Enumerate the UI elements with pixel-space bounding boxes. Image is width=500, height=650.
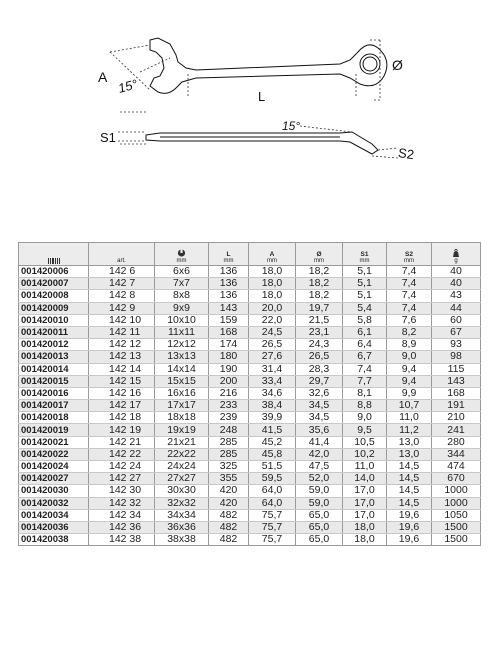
cell-art: 142 32 — [89, 497, 155, 509]
cell-weight: 241 — [432, 424, 481, 436]
cell-s1: 8,8 — [343, 400, 387, 412]
cell-code: 001420036 — [19, 521, 89, 533]
cell-a: 39,9 — [249, 412, 296, 424]
cell-length: 180 — [209, 351, 249, 363]
cell-a: 41,5 — [249, 424, 296, 436]
cell-s2: 9,4 — [387, 375, 432, 387]
cell-size: 10x10 — [155, 314, 209, 326]
cell-s2: 13,0 — [387, 436, 432, 448]
cell-diameter: 59,0 — [296, 485, 343, 497]
cell-s2: 13,0 — [387, 448, 432, 460]
cell-code: 001420010 — [19, 314, 89, 326]
table-row — [19, 509, 481, 521]
cell-a: 31,4 — [249, 363, 296, 375]
cell-s2: 8,2 — [387, 326, 432, 338]
header-size: mm — [155, 243, 209, 266]
cell-code: 001420011 — [19, 326, 89, 338]
cell-diameter: 29,7 — [296, 375, 343, 387]
cell-size: 36x36 — [155, 521, 209, 533]
cell-s2: 11,2 — [387, 424, 432, 436]
cell-code: 001420034 — [19, 509, 89, 521]
table-row — [19, 436, 481, 448]
table-row — [19, 473, 481, 485]
cell-s1: 9,0 — [343, 412, 387, 424]
table-row — [19, 497, 481, 509]
cell-code: 001420030 — [19, 485, 89, 497]
weight-icon — [453, 249, 459, 257]
cell-diameter: 32,6 — [296, 387, 343, 399]
cell-size: 19x19 — [155, 424, 209, 436]
cell-s2: 14,5 — [387, 473, 432, 485]
table-row — [19, 363, 481, 375]
cell-code: 001420021 — [19, 436, 89, 448]
header-weight: g — [432, 243, 481, 266]
cell-art: 142 19 — [89, 424, 155, 436]
cell-size: 32x32 — [155, 497, 209, 509]
cell-weight: 344 — [432, 448, 481, 460]
cell-length: 355 — [209, 473, 249, 485]
cell-art: 142 14 — [89, 363, 155, 375]
cell-length: 325 — [209, 461, 249, 473]
cell-size: 9x9 — [155, 302, 209, 314]
table-row — [19, 412, 481, 424]
cell-s1: 17,0 — [343, 485, 387, 497]
cell-length: 239 — [209, 412, 249, 424]
cell-weight: 1000 — [432, 485, 481, 497]
label-angle-side: 15° — [282, 119, 301, 133]
cell-code: 001420032 — [19, 497, 89, 509]
cell-size: 38x38 — [155, 534, 209, 546]
cell-s1: 9,5 — [343, 424, 387, 436]
cell-code: 001420009 — [19, 302, 89, 314]
cell-art: 142 12 — [89, 339, 155, 351]
barcode-icon — [48, 258, 60, 264]
cell-s1: 5,1 — [343, 290, 387, 302]
cell-s1: 17,0 — [343, 509, 387, 521]
wrench-top-view — [150, 38, 387, 93]
cell-s1: 6,7 — [343, 351, 387, 363]
cell-weight: 1500 — [432, 534, 481, 546]
cell-length: 159 — [209, 314, 249, 326]
cell-s1: 6,1 — [343, 326, 387, 338]
label-a: A — [98, 69, 108, 85]
table-row — [19, 521, 481, 533]
cell-s2: 19,6 — [387, 534, 432, 546]
cell-art: 142 16 — [89, 387, 155, 399]
cell-diameter: 23,1 — [296, 326, 343, 338]
cell-size: 18x18 — [155, 412, 209, 424]
header-art: art. — [89, 243, 155, 266]
header-code — [19, 243, 89, 266]
cell-a: 75,7 — [249, 509, 296, 521]
cell-weight: 1000 — [432, 497, 481, 509]
table-row — [19, 461, 481, 473]
cell-diameter: 21,5 — [296, 314, 343, 326]
cell-weight: 143 — [432, 375, 481, 387]
cell-a: 75,7 — [249, 534, 296, 546]
label-s1: S1 — [100, 130, 116, 145]
cell-s1: 10,5 — [343, 436, 387, 448]
cell-s1: 10,2 — [343, 448, 387, 460]
cell-size: 8x8 — [155, 290, 209, 302]
cell-a: 26,5 — [249, 339, 296, 351]
cell-code: 001420015 — [19, 375, 89, 387]
cell-weight: 168 — [432, 387, 481, 399]
label-length: L — [258, 89, 266, 104]
cell-art: 142 9 — [89, 302, 155, 314]
dimension-lines-top — [110, 40, 380, 144]
cell-s1: 17,0 — [343, 497, 387, 509]
cell-a: 59,5 — [249, 473, 296, 485]
cell-art: 142 17 — [89, 400, 155, 412]
cell-a: 22,0 — [249, 314, 296, 326]
wrench-size-icon — [177, 249, 186, 257]
cell-art: 142 11 — [89, 326, 155, 338]
cell-length: 420 — [209, 497, 249, 509]
cell-s1: 7,4 — [343, 363, 387, 375]
cell-s1: 11,0 — [343, 461, 387, 473]
table-row — [19, 326, 481, 338]
cell-code: 001420006 — [19, 266, 89, 278]
cell-weight: 40 — [432, 278, 481, 290]
cell-diameter: 28,3 — [296, 363, 343, 375]
table-row — [19, 375, 481, 387]
cell-weight: 115 — [432, 363, 481, 375]
cell-s1: 8,1 — [343, 387, 387, 399]
cell-size: 16x16 — [155, 387, 209, 399]
cell-size: 27x27 — [155, 473, 209, 485]
table-row — [19, 266, 481, 278]
cell-length: 482 — [209, 534, 249, 546]
cell-s1: 7,7 — [343, 375, 387, 387]
cell-weight: 93 — [432, 339, 481, 351]
wrench-spec-table — [18, 242, 481, 546]
cell-size: 11x11 — [155, 326, 209, 338]
cell-length: 190 — [209, 363, 249, 375]
table-row — [19, 387, 481, 399]
cell-length: 482 — [209, 521, 249, 533]
cell-art: 142 21 — [89, 436, 155, 448]
cell-diameter: 18,2 — [296, 278, 343, 290]
table-row — [19, 448, 481, 460]
cell-s1: 5,8 — [343, 314, 387, 326]
cell-a: 64,0 — [249, 485, 296, 497]
cell-diameter: 52,0 — [296, 473, 343, 485]
cell-a: 51,5 — [249, 461, 296, 473]
header-s2: S2 mm — [387, 243, 432, 266]
cell-s1: 5,4 — [343, 302, 387, 314]
cell-weight: 210 — [432, 412, 481, 424]
cell-weight: 60 — [432, 314, 481, 326]
cell-code: 001420013 — [19, 351, 89, 363]
table-row — [19, 290, 481, 302]
cell-a: 27,6 — [249, 351, 296, 363]
cell-s1: 18,0 — [343, 521, 387, 533]
cell-length: 168 — [209, 326, 249, 338]
cell-length: 285 — [209, 448, 249, 460]
cell-art: 142 15 — [89, 375, 155, 387]
cell-s2: 8,9 — [387, 339, 432, 351]
table-row — [19, 314, 481, 326]
cell-a: 18,0 — [249, 290, 296, 302]
cell-size: 13x13 — [155, 351, 209, 363]
cell-weight: 43 — [432, 290, 481, 302]
cell-size: 6x6 — [155, 266, 209, 278]
cell-a: 33,4 — [249, 375, 296, 387]
cell-diameter: 19,7 — [296, 302, 343, 314]
cell-a: 18,0 — [249, 266, 296, 278]
cell-diameter: 41,4 — [296, 436, 343, 448]
table-row — [19, 339, 481, 351]
cell-length: 248 — [209, 424, 249, 436]
header-diameter: Ø mm — [296, 243, 343, 266]
table-row — [19, 485, 481, 497]
cell-code: 001420012 — [19, 339, 89, 351]
cell-art: 142 8 — [89, 290, 155, 302]
cell-s1: 14,0 — [343, 473, 387, 485]
cell-length: 216 — [209, 387, 249, 399]
cell-s2: 7,4 — [387, 278, 432, 290]
dimension-lines-side — [118, 126, 398, 158]
cell-diameter: 65,0 — [296, 521, 343, 533]
cell-weight: 1500 — [432, 521, 481, 533]
cell-size: 24x24 — [155, 461, 209, 473]
cell-a: 75,7 — [249, 521, 296, 533]
cell-length: 136 — [209, 290, 249, 302]
cell-size: 15x15 — [155, 375, 209, 387]
cell-s2: 10,7 — [387, 400, 432, 412]
cell-art: 142 36 — [89, 521, 155, 533]
table-row — [19, 534, 481, 546]
cell-diameter: 35,6 — [296, 424, 343, 436]
cell-length: 136 — [209, 266, 249, 278]
cell-weight: 67 — [432, 326, 481, 338]
cell-length: 143 — [209, 302, 249, 314]
cell-weight: 191 — [432, 400, 481, 412]
cell-art: 142 27 — [89, 473, 155, 485]
cell-size: 14x14 — [155, 363, 209, 375]
cell-art: 142 13 — [89, 351, 155, 363]
cell-size: 30x30 — [155, 485, 209, 497]
cell-art: 142 7 — [89, 278, 155, 290]
cell-code: 001420019 — [19, 424, 89, 436]
cell-art: 142 38 — [89, 534, 155, 546]
cell-code: 001420016 — [19, 387, 89, 399]
cell-size: 12x12 — [155, 339, 209, 351]
cell-a: 38,4 — [249, 400, 296, 412]
cell-weight: 98 — [432, 351, 481, 363]
cell-art: 142 6 — [89, 266, 155, 278]
cell-art: 142 18 — [89, 412, 155, 424]
cell-s2: 7,4 — [387, 266, 432, 278]
cell-diameter: 34,5 — [296, 412, 343, 424]
header-length: L mm — [209, 243, 249, 266]
cell-code: 001420008 — [19, 290, 89, 302]
cell-s2: 19,6 — [387, 509, 432, 521]
table-row — [19, 351, 481, 363]
cell-length: 285 — [209, 436, 249, 448]
cell-art: 142 30 — [89, 485, 155, 497]
wrench-side-view — [146, 132, 378, 154]
cell-diameter: 42,0 — [296, 448, 343, 460]
cell-s1: 5,1 — [343, 278, 387, 290]
cell-code: 001420022 — [19, 448, 89, 460]
cell-weight: 40 — [432, 266, 481, 278]
cell-a: 18,0 — [249, 278, 296, 290]
cell-art: 142 22 — [89, 448, 155, 460]
cell-code: 001420017 — [19, 400, 89, 412]
cell-diameter: 34,5 — [296, 400, 343, 412]
cell-s2: 9,4 — [387, 363, 432, 375]
cell-length: 136 — [209, 278, 249, 290]
label-angle-top: 15° — [116, 76, 140, 96]
table-row — [19, 302, 481, 314]
cell-s2: 9,9 — [387, 387, 432, 399]
cell-a: 64,0 — [249, 497, 296, 509]
cell-code: 001420014 — [19, 363, 89, 375]
cell-length: 482 — [209, 509, 249, 521]
header-s1: S1 mm — [343, 243, 387, 266]
cell-size: 34x34 — [155, 509, 209, 521]
cell-length: 174 — [209, 339, 249, 351]
cell-weight: 280 — [432, 436, 481, 448]
cell-size: 21x21 — [155, 436, 209, 448]
cell-diameter: 18,2 — [296, 290, 343, 302]
cell-a: 34,6 — [249, 387, 296, 399]
cell-art: 142 10 — [89, 314, 155, 326]
table-row — [19, 424, 481, 436]
cell-code: 001420018 — [19, 412, 89, 424]
cell-s2: 19,6 — [387, 521, 432, 533]
cell-length: 233 — [209, 400, 249, 412]
cell-diameter: 26,5 — [296, 351, 343, 363]
cell-weight: 1050 — [432, 509, 481, 521]
cell-art: 142 24 — [89, 461, 155, 473]
cell-s1: 6,4 — [343, 339, 387, 351]
table-header-row — [19, 243, 481, 266]
cell-s2: 7,4 — [387, 290, 432, 302]
cell-size: 7x7 — [155, 278, 209, 290]
cell-art: 142 34 — [89, 509, 155, 521]
cell-s2: 14,5 — [387, 485, 432, 497]
header-a: A mm — [249, 243, 296, 266]
cell-length: 200 — [209, 375, 249, 387]
cell-diameter: 59,0 — [296, 497, 343, 509]
cell-weight: 670 — [432, 473, 481, 485]
cell-a: 20,0 — [249, 302, 296, 314]
cell-s2: 7,4 — [387, 302, 432, 314]
table-row — [19, 278, 481, 290]
label-diameter: Ø — [392, 57, 403, 73]
cell-s1: 5,1 — [343, 266, 387, 278]
cell-diameter: 18,2 — [296, 266, 343, 278]
cell-s2: 14,5 — [387, 461, 432, 473]
cell-weight: 474 — [432, 461, 481, 473]
table-body — [19, 266, 481, 546]
cell-diameter: 47,5 — [296, 461, 343, 473]
cell-s1: 18,0 — [343, 534, 387, 546]
cell-s2: 7,6 — [387, 314, 432, 326]
cell-diameter: 24,3 — [296, 339, 343, 351]
cell-a: 45,2 — [249, 436, 296, 448]
cell-s2: 14,5 — [387, 497, 432, 509]
cell-size: 17x17 — [155, 400, 209, 412]
cell-diameter: 65,0 — [296, 509, 343, 521]
cell-size: 22x22 — [155, 448, 209, 460]
cell-s2: 9,0 — [387, 351, 432, 363]
table-row — [19, 400, 481, 412]
cell-a: 45,8 — [249, 448, 296, 460]
cell-length: 420 — [209, 485, 249, 497]
cell-code: 001420027 — [19, 473, 89, 485]
label-s2: S2 — [397, 145, 416, 163]
cell-code: 001420038 — [19, 534, 89, 546]
cell-diameter: 65,0 — [296, 534, 343, 546]
cell-a: 24,5 — [249, 326, 296, 338]
wrench-dimension-drawing — [0, 0, 500, 200]
cell-code: 001420007 — [19, 278, 89, 290]
cell-code: 001420024 — [19, 461, 89, 473]
cell-weight: 44 — [432, 302, 481, 314]
cell-s2: 11,0 — [387, 412, 432, 424]
